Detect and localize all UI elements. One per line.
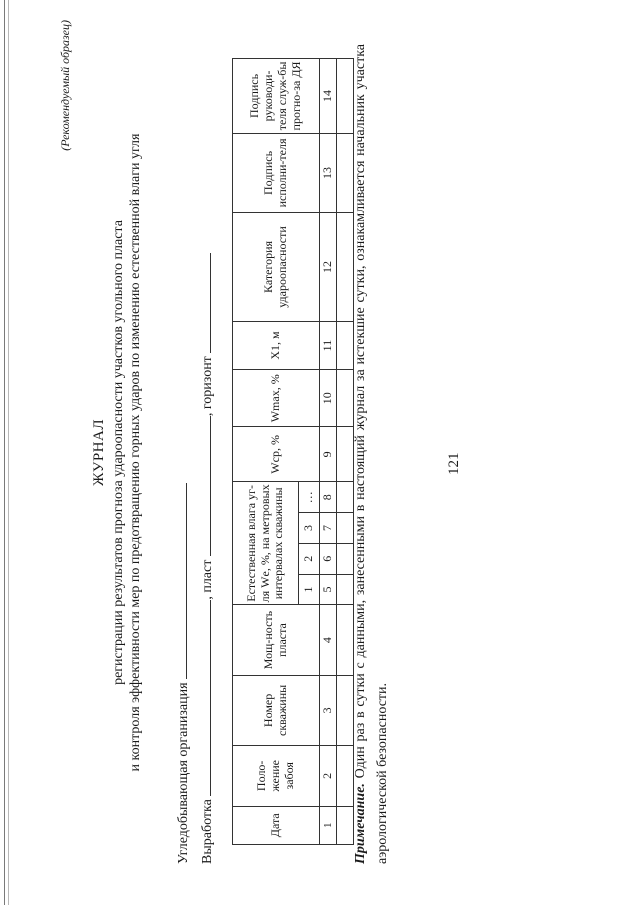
- column-number: 7: [320, 513, 337, 544]
- journal-table: [232, 58, 354, 845]
- header-interval-more: …: [299, 482, 320, 513]
- header-interval-2: 2: [299, 543, 320, 574]
- header-face-position: Поло-жение забоя: [233, 746, 320, 806]
- column-number: 10: [320, 370, 337, 427]
- note-label: Примечание.: [353, 783, 368, 864]
- seam-label: , пласт: [200, 559, 215, 600]
- header-head-signature: Подпись руководи-теля служ-бы прогно-за ДЯ: [233, 59, 320, 134]
- column-number: 3: [320, 675, 337, 745]
- horizon-blank: [196, 253, 211, 353]
- header-w-avg: Wср, %: [233, 427, 320, 482]
- header-interval-3: 3: [299, 513, 320, 544]
- sample-note: (Рекомендуемый образец): [58, 20, 72, 151]
- header-executor-signature: Подпись исполни-теля: [233, 133, 320, 212]
- column-number: 14: [320, 59, 337, 134]
- journal-title: ЖУРНАЛ: [91, 418, 107, 487]
- column-number: 5: [320, 574, 337, 605]
- column-number: 11: [320, 321, 337, 369]
- journal-subtitle: регистрации результатов прогноза удароопасности участков угольного пласта: [111, 220, 126, 685]
- column-number: 9: [320, 427, 337, 482]
- column-number: 13: [320, 133, 337, 212]
- organization-blank: [172, 483, 187, 679]
- column-number: 2: [320, 746, 337, 806]
- header-w-max: Wmax, %: [233, 370, 320, 427]
- working-seam-horizon-field: [196, 253, 216, 864]
- header-interval-1: 1: [299, 574, 320, 605]
- journal-subtitle: и контроля эффективности мер по предотвращению горных ударов по изменению естественной влаги угля: [128, 133, 143, 772]
- working-blank: [196, 600, 211, 796]
- working-label: Выработка: [200, 799, 215, 864]
- column-number: 6: [320, 543, 337, 574]
- column-number: 8: [320, 482, 337, 513]
- header-borehole-number: Номер скважины: [233, 675, 320, 745]
- page-number: 121: [446, 452, 462, 475]
- header-date: Дата: [233, 806, 320, 844]
- column-number: 4: [320, 605, 337, 675]
- organization-field: [172, 483, 192, 864]
- horizon-label: , горизонт: [200, 356, 215, 417]
- header-x1: X1, м: [233, 321, 320, 369]
- note-paragraph: [350, 44, 393, 864]
- column-number: 12: [320, 213, 337, 322]
- header-moisture-group: Естественная влага уг-ля Wе, %, на метровых интервалах скважины: [233, 482, 299, 605]
- column-number: 1: [320, 806, 337, 844]
- header-seam-thickness: Мощ-ность пласта: [233, 605, 320, 675]
- organization-label: Угледобывающая организация: [176, 682, 191, 864]
- note-text: Один раз в сутки с данными, занесенными в настоящий журнал за истекшие сутки, ознакамливается начальник участка аэрологической безопасности.: [353, 44, 390, 864]
- seam-blank: [196, 416, 211, 556]
- header-burst-category: Категория удароопасности: [233, 213, 320, 322]
